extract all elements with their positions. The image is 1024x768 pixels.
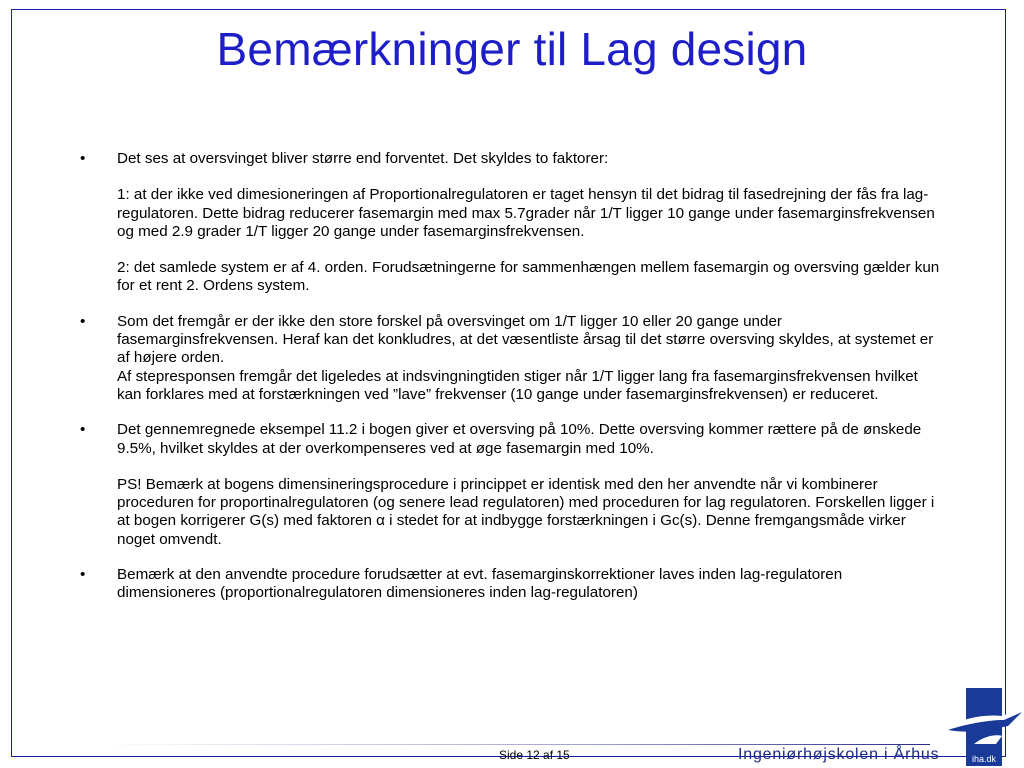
bullet-item: [80, 421, 940, 549]
logo-text: iha.dk: [971, 754, 997, 764]
bullet-symbol: •: [80, 312, 86, 330]
bullet-item: [80, 566, 940, 603]
slide-content: [80, 150, 940, 620]
slide-title: Bemærkninger til Lag design: [216, 23, 808, 75]
bullet-text: Det ses at oversvinget bliver større end forventet. Det skyldes to faktorer:: [117, 150, 609, 167]
page-number: Side 12 af 15: [499, 748, 570, 762]
bullet-text: Som det fremgår er der ikke den store forskel på oversvinget om 1/T ligger 10 eller 20 gange under fasemarginsfrekvensen. Heraf kan det konkludres, at det væsentliste årsag til det større oversving skyldes, at systemet er af højere orden.: [117, 312, 934, 367]
bullet-symbol: •: [80, 566, 86, 584]
school-name: Ingeniørhøjskolen i Århus: [738, 746, 940, 763]
footer-divider: [100, 744, 930, 745]
bullet-symbol: •: [80, 150, 86, 167]
bullet-text: Af stepresponsen fremgår det ligeledes at indsvingningtiden stiger når 1/T ligger lang fra fasemarginsfrekvensen hvilket kan forklares med at forstærkningen ved ”lave” frekvenser (10 gange under fasemarginsfrekvensen) er reduceret.: [117, 367, 918, 403]
bullet-text: Bemærk at den anvendte procedure forudsætter at evt. fasemarginskorrektioner laves inden lag-regulatoren dimensioneres (proportionalregulatoren dimensioneres inden lag-regulatoren): [117, 566, 843, 602]
iha-logo: [944, 688, 1024, 766]
bullet-symbol: •: [80, 421, 86, 439]
bullet-item: [80, 313, 940, 404]
bullet-text: Det gennemregnede eksempel 11.2 i bogen giver et oversving på 10%. Dette oversving kommer rættere på de ønskede 9.5%, hvilket skyldes at der overkompenseres ved at øge fasemargin med 10%.: [117, 421, 922, 457]
bullet-text: 2: det samlede system er af 4. orden. Forudsætningerne for sammenhængen mellem fasemargin og oversving gælder kun for et rent 2. Ordens system.: [117, 259, 940, 295]
bullet-text: 1: at der ikke ved dimesioneringen af Proportionalregulatoren er taget hensyn til det bidrag til fasedrejning der fås fra lag- regulatoren. Dette bidrag reducerer fasemargin med max 5.7grader når 1/T ligger 10 gange under fasemarginsfrekvensen og med 2.9 grader 1/T ligger 20 gange under fasemarginsfrekvensen.: [117, 186, 935, 240]
bullet-item: [80, 150, 940, 296]
bullet-text: PS! Bemærk at bogens dimensineringsprocedure i princippet er identisk med den her anvendte når vi kombinerer proceduren for proportinalregulatoren (og senere lead regulatoren) med proceduren for lag regulatoren. Forskellen ligger i at bogen korrigerer G(s) med faktoren α i stedet for at indbygge forstærkningen i Gc(s). Denne fremgangsmåde virker noget omvendt.: [117, 475, 935, 548]
